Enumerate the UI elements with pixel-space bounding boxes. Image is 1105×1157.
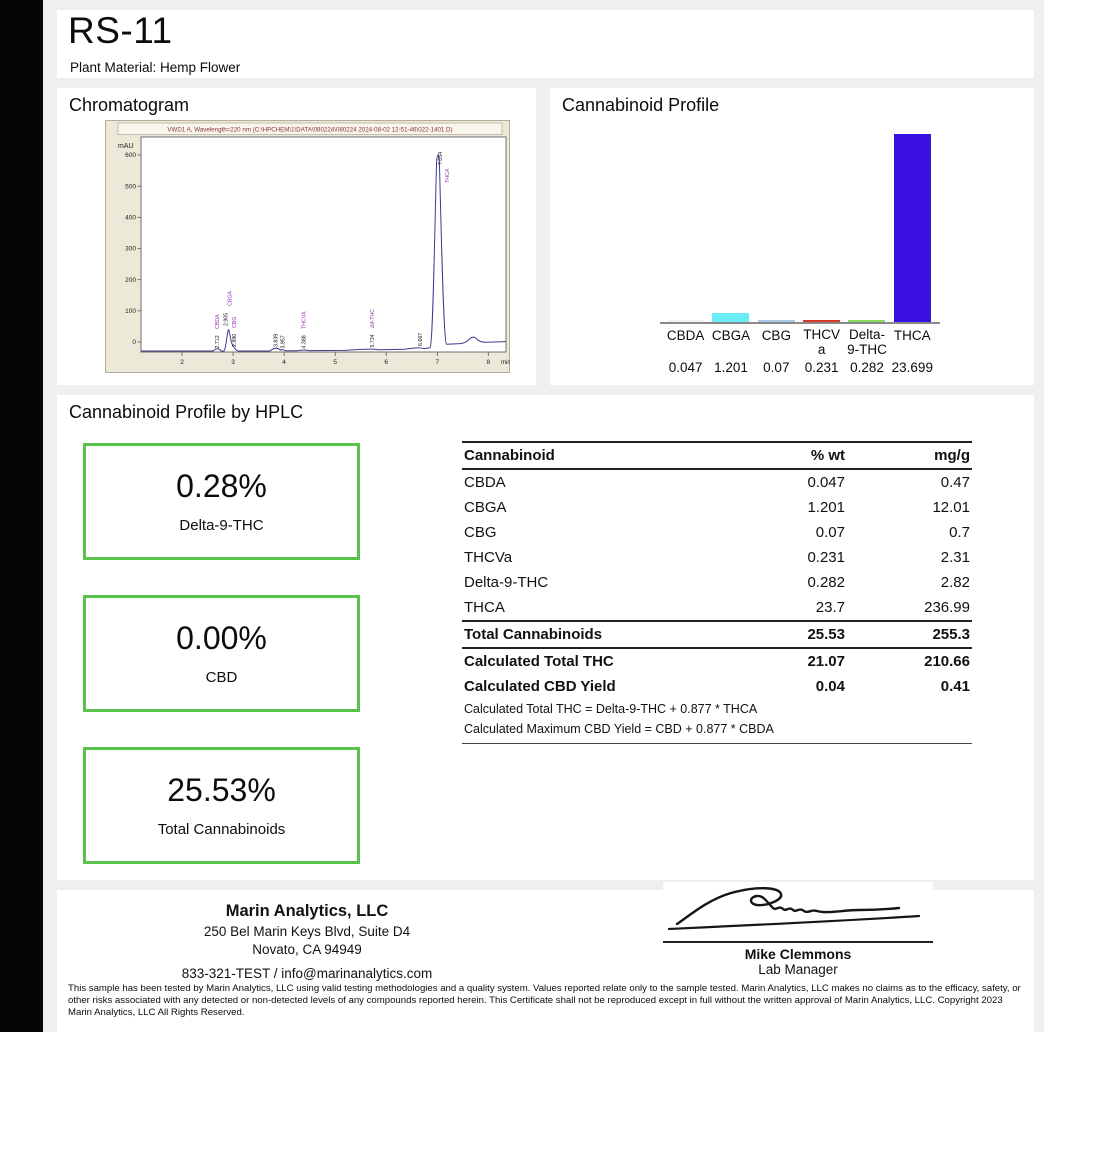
svg-text:7.054: 7.054 [438, 151, 444, 165]
chart-baseline [660, 322, 940, 324]
signature-image [663, 882, 933, 934]
table-row: THCVa 0.231 2.31 [464, 549, 970, 566]
profile-bar-chart [663, 135, 935, 322]
lab-contact: 833-321-TEST / info@marinanalytics.com [181, 966, 433, 981]
lab-info-block [117, 902, 497, 981]
bar-column [890, 135, 935, 322]
svg-text:2.712: 2.712 [215, 335, 221, 349]
svg-text:THCVA: THCVA [301, 311, 308, 329]
summary-label: CBD [205, 669, 238, 686]
bar-thca [894, 134, 931, 322]
summary-label: Delta-9-THC [179, 517, 264, 534]
signer-title: Lab Manager [758, 962, 838, 977]
svg-text:100: 100 [125, 308, 136, 315]
svg-text:0: 0 [132, 339, 136, 347]
svg-text:CBDA: CBDA [215, 314, 221, 329]
lab-address-line2: Novato, CA 94949 [252, 942, 362, 957]
svg-text:CBGA: CBGA [227, 290, 234, 306]
signature-rule [663, 941, 933, 943]
svg-text:500: 500 [125, 183, 136, 191]
summary-value: 0.28% [176, 468, 267, 504]
sample-title: RS-11 [68, 10, 173, 51]
svg-text:CBG: CBG [232, 316, 238, 328]
summary-box-delta-9-thc [83, 443, 360, 560]
svg-text:8: 8 [486, 359, 491, 366]
plant-material-subtitle: Plant Material: Hemp Flower [70, 60, 241, 75]
lab-name: Marin Analytics, LLC [225, 902, 389, 920]
table-row: CBGA 1.201 12.01 [464, 499, 970, 516]
table-note-row: Calculated Total THC = Delta-9-THC + 0.877 * THCA [464, 702, 758, 716]
header-card [57, 10, 1034, 78]
summary-box-total-cannabinoids [83, 747, 360, 864]
cannabinoid-table [462, 441, 972, 744]
chromatogram-image [105, 120, 510, 373]
hplc-card [57, 395, 1034, 880]
svg-text:4.388: 4.388 [301, 335, 308, 349]
table-row: Delta-9-THC 0.282 2.82 [464, 574, 970, 591]
svg-text:THCA: THCA [445, 168, 451, 183]
x-axis-unit-label: min [501, 360, 510, 366]
chart-category-labels: CBDA CBGA CBG THCVa Delta-9-THC THCA [666, 327, 931, 357]
profile-section-title: Cannabinoid Profile [562, 95, 720, 115]
svg-text:Δ9-THC: Δ9-THC [370, 308, 376, 328]
table-row: CBDA 0.047 0.47 [464, 474, 970, 491]
left-spine-bar [0, 0, 43, 1032]
footer-card [57, 890, 1034, 1032]
chromatogram-section-title: Chromatogram [69, 95, 190, 115]
svg-text:7: 7 [435, 359, 440, 366]
disclaimer-text: This sample has been tested by Marin Analytics, LLC using valid testing methodologies and a quality system. Values reported relate only to the sample tested. Marin Analytics, LLC makes no claims as to the efficacy, safety, or other risks associated with any detected or non-detected levels of any compounds reported herein. This Certificate shall not be reproduced except in full without the written approval of Marin Analytics, LLC. Copyright 2023 Marin Analytics, LLC All Rights Reserved. [68, 983, 1021, 1018]
svg-text:2.905: 2.905 [223, 312, 230, 326]
bar-column [844, 135, 889, 322]
table-calc-thc-row: Calculated Total THC 21.07 210.66 [464, 653, 970, 670]
cannabinoid-profile-card [550, 88, 1034, 385]
svg-text:300: 300 [125, 245, 136, 253]
summary-value: 25.53% [167, 772, 276, 808]
summary-label: Total Cannabinoids [157, 821, 286, 838]
table-note-row: Calculated Maximum CBD Yield = CBD + 0.877 * CBDA [464, 722, 774, 736]
svg-text:5.724: 5.724 [370, 334, 376, 348]
svg-text:6: 6 [384, 359, 389, 366]
table-header-row: Cannabinoid % wt mg/g [462, 442, 972, 469]
chart-value-labels: 0.047 1.201 0.07 0.231 0.282 23.699 [668, 360, 933, 375]
signer-name: Mike Clemmons [744, 946, 852, 962]
svg-text:3.957: 3.957 [280, 335, 287, 349]
hplc-section-title: Cannabinoid Profile by HPLC [69, 402, 304, 422]
lab-address-line1: 250 Bel Marin Keys Blvd, Suite D4 [203, 924, 411, 939]
bar-column [708, 135, 753, 322]
bar-cbga [712, 313, 749, 323]
svg-text:2: 2 [180, 359, 184, 366]
chromatogram-plot [105, 120, 510, 373]
bar-column [754, 135, 799, 322]
chromatogram-card [57, 88, 536, 385]
instrument-header-text: VWD1 A, Wavelength=220 nm (C:\HPCHEM\1\DATA\080224\080224 2024-08-02 12-51-46\022-1401.D) [167, 126, 453, 134]
bar-column [663, 135, 708, 322]
y-axis-unit-label: mAU [118, 143, 134, 150]
table-calc-cbd-row: Calculated CBD Yield 0.04 0.41 [464, 678, 970, 695]
table-row: CBG 0.07 0.7 [464, 524, 970, 541]
svg-text:3.839: 3.839 [273, 333, 280, 347]
table-total-row: Total Cannabinoids 25.53 255.3 [462, 621, 972, 648]
table-row: THCA 23.7 236.99 [464, 599, 970, 616]
svg-text:5: 5 [333, 359, 338, 366]
svg-text:2.990: 2.990 [232, 333, 238, 347]
svg-text:4: 4 [282, 359, 286, 366]
bar-column [799, 135, 844, 322]
svg-text:200: 200 [125, 276, 136, 284]
svg-text:400: 400 [125, 214, 136, 222]
svg-text:600: 600 [125, 152, 136, 160]
summary-box-cbd [83, 595, 360, 712]
summary-value: 0.00% [176, 620, 267, 656]
svg-text:6.667: 6.667 [418, 332, 424, 346]
svg-text:3: 3 [231, 359, 235, 366]
table-bottom-border [462, 739, 972, 744]
signature-block [663, 882, 933, 977]
